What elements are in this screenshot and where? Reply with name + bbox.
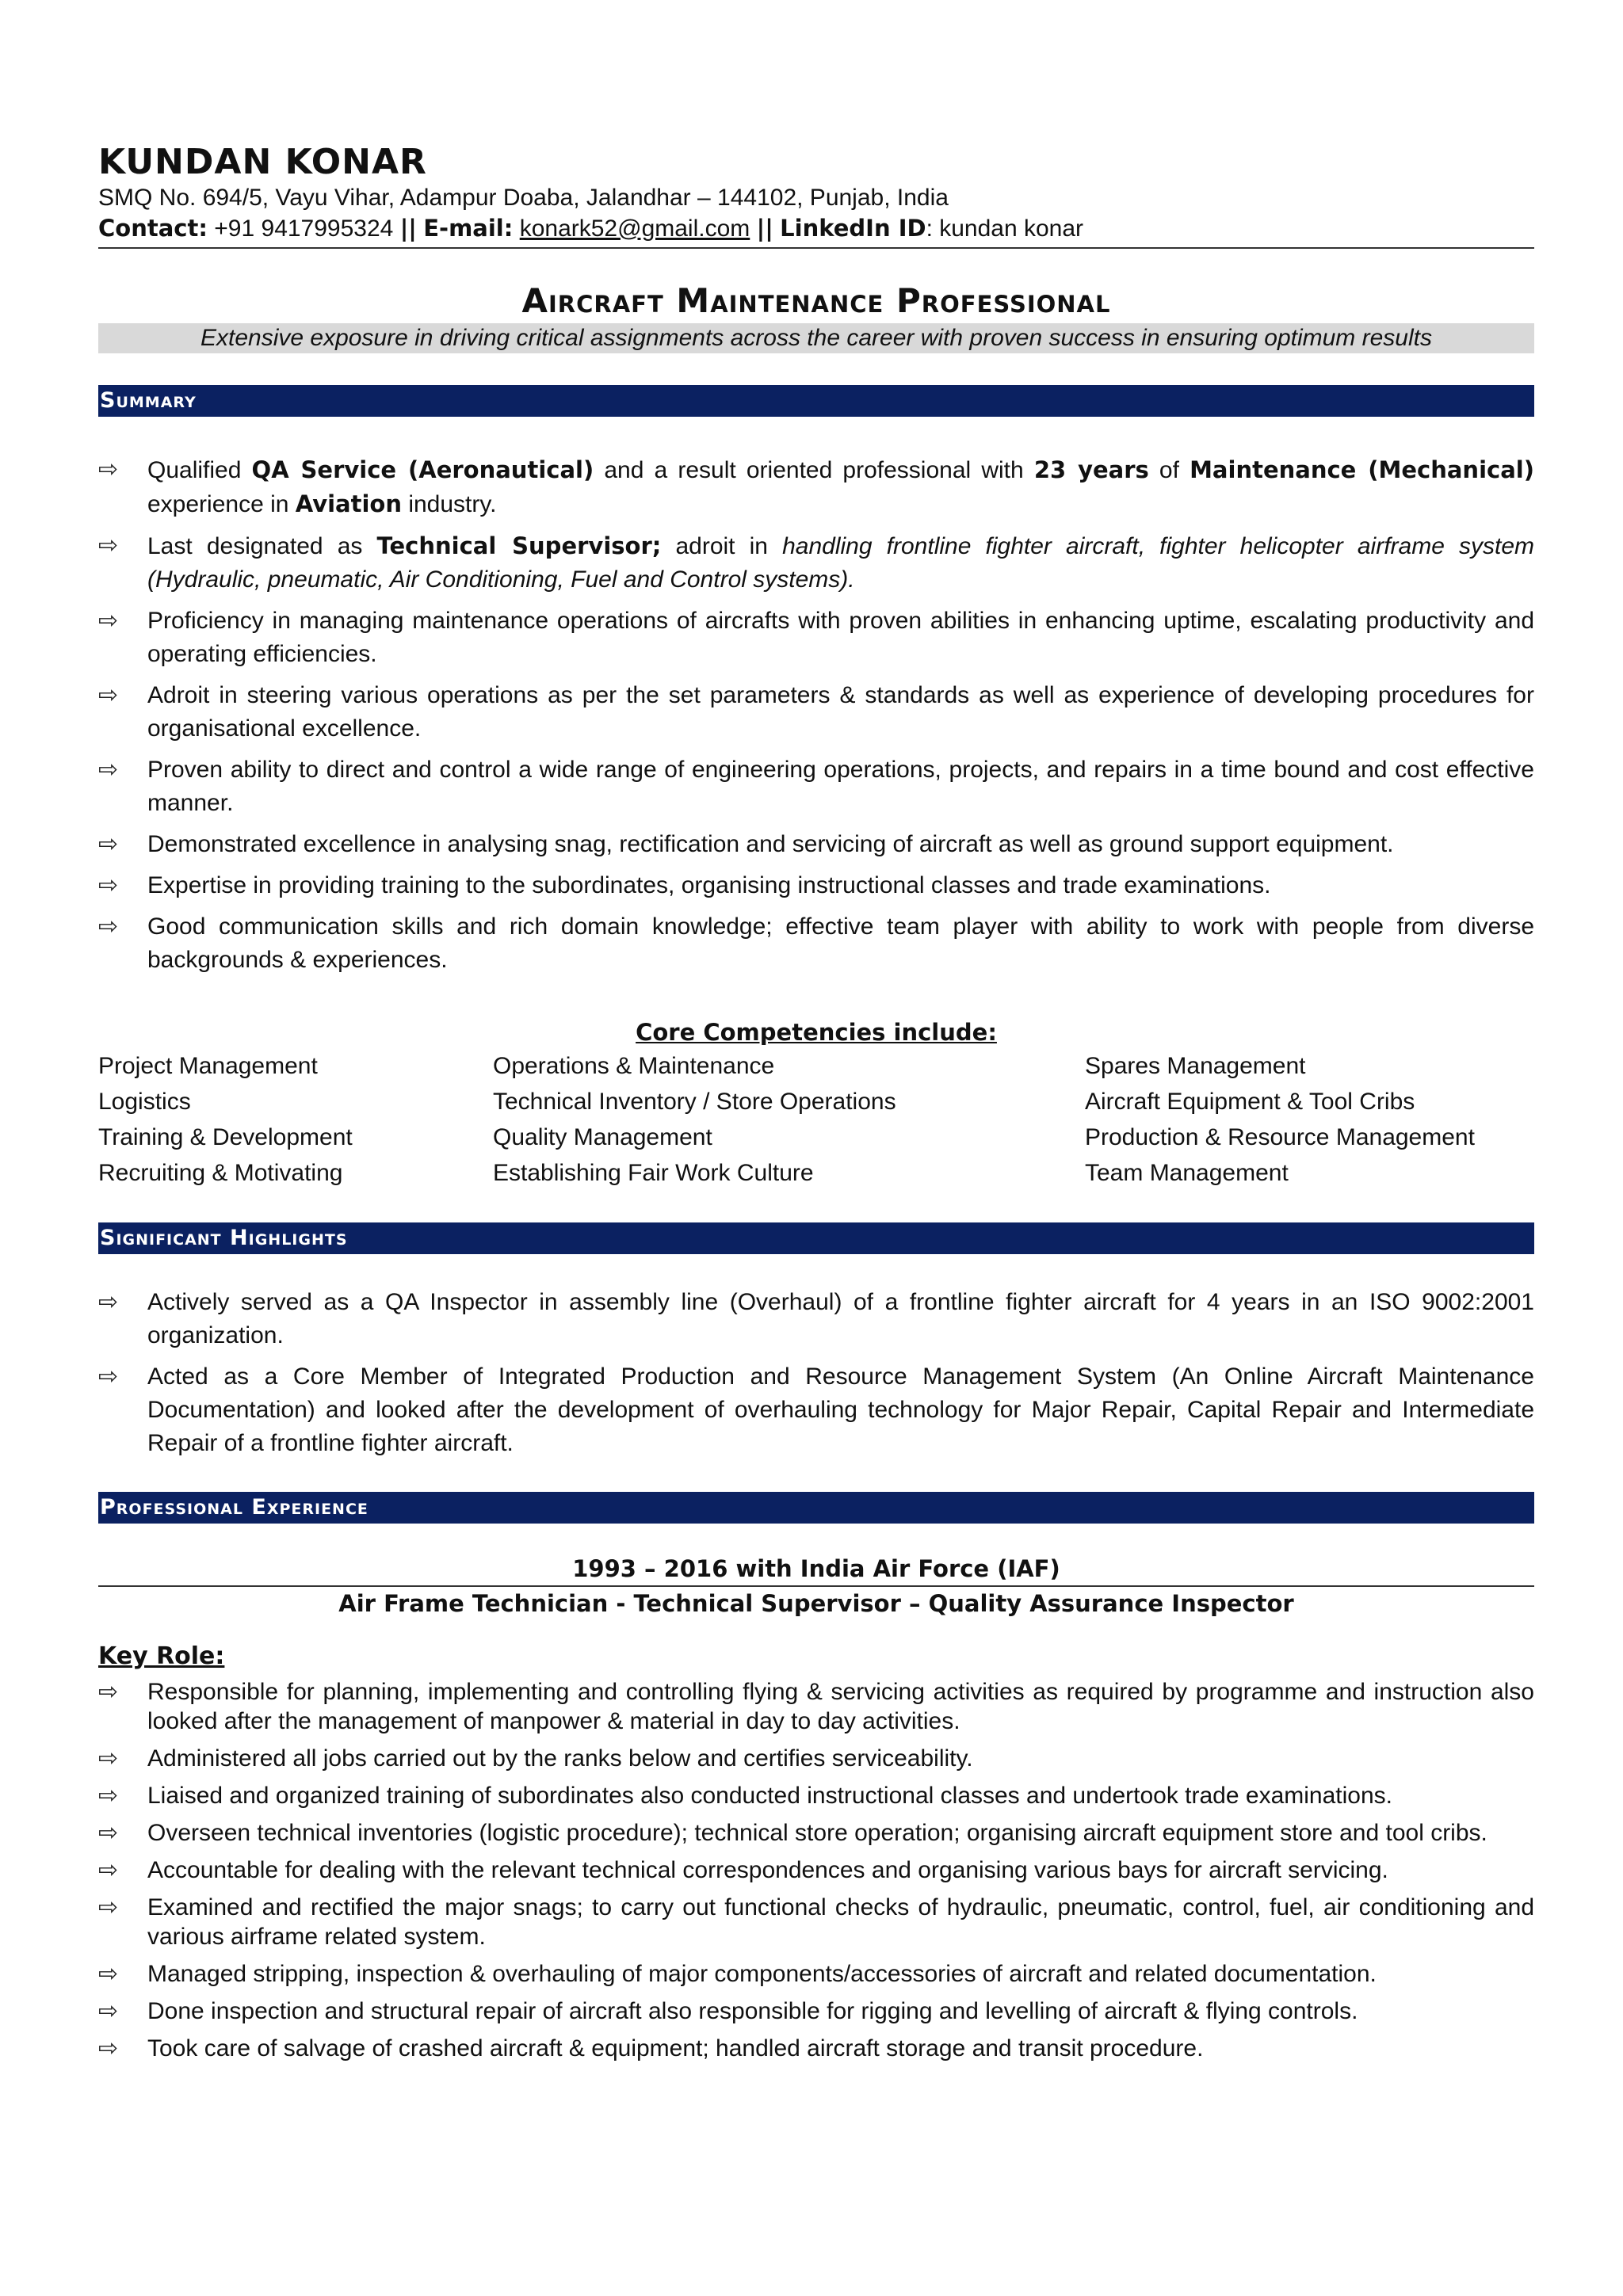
item-bold: 23 years (1033, 456, 1149, 483)
phone-number: +91 9417995324 (214, 215, 394, 242)
item-text: Administered all jobs carried out by the ranks below and certifies serviceability. (147, 1745, 973, 1772)
core-competencies-heading: Core Competencies include: (636, 1018, 997, 1046)
list-item (98, 1677, 1534, 1736)
item-text: of (1148, 456, 1190, 483)
list-item (98, 1360, 1534, 1460)
item-text: industry. (402, 490, 497, 517)
item-text: Demonstrated excellence in analysing snag, rectification and servicing of aircraft as well as ground support equipment. (147, 830, 1394, 857)
arrow-right-outline-icon: ⇨ (98, 1997, 119, 2025)
list-item (98, 869, 1534, 902)
arrow-right-outline-icon: ⇨ (98, 1362, 119, 1390)
arrow-right-outline-icon: ⇨ (98, 1287, 119, 1316)
arrow-right-outline-icon: ⇨ (98, 1677, 119, 1706)
list-item (98, 753, 1534, 820)
section-heading-experience: Professional Experience (98, 1492, 1534, 1524)
arrow-right-outline-icon: ⇨ (98, 531, 119, 559)
item-text: Adroit in steering various operations as per the set parameters & standards as well as experience of developing procedures for organisational excellence. (147, 681, 1534, 742)
separator: || (399, 214, 417, 242)
competency-item: Training & Development (98, 1123, 353, 1150)
item-text: Acted as a Core Member of Integrated Production and Resource Management System (An Online Aircraft Maintenance Documentation) and looked after the development of overhauling technology for Major Repair, Capital Repair and Intermediate Repair of a frontline fighter aircraft. (147, 1363, 1534, 1456)
item-text: Expertise in providing training to the subordinates, organising instructional classes and trade examinations. (147, 871, 1271, 898)
item-text: Good communication skills and rich domain knowledge; effective team player with ability to work with people from diverse backgrounds & experiences. (147, 913, 1534, 973)
section-heading-summary: Summary (98, 385, 1534, 417)
list-item (98, 605, 1534, 671)
list-item (98, 1959, 1534, 1989)
item-text: Last designated as (147, 532, 377, 559)
section-heading-highlights: Significant Highlights (98, 1222, 1534, 1254)
list-item (98, 1818, 1534, 1848)
experience-period: 1993 – 2016 with India Air Force (IAF) (572, 1554, 1060, 1582)
item-bold: Technical Supervisor; (376, 532, 662, 559)
item-text: experience in (147, 490, 296, 517)
arrow-right-outline-icon: ⇨ (98, 606, 119, 635)
arrow-right-outline-icon: ⇨ (98, 1781, 119, 1810)
competency-item: Logistics (98, 1088, 191, 1115)
list-item (98, 828, 1534, 861)
competency-item: Operations & Maintenance (493, 1052, 775, 1079)
item-text: Qualified (147, 456, 252, 483)
competency-item: Aircraft Equipment & Tool Cribs (1085, 1088, 1415, 1115)
arrow-right-outline-icon: ⇨ (98, 912, 119, 940)
linkedin-value: : kundan konar (926, 215, 1084, 242)
list-item (98, 1997, 1534, 2026)
arrow-right-outline-icon: ⇨ (98, 681, 119, 709)
competency-item: Recruiting & Motivating (98, 1159, 343, 1186)
item-bold: Aviation (295, 490, 402, 517)
arrow-right-outline-icon: ⇨ (98, 2034, 119, 2062)
resume-page (98, 143, 1534, 2071)
arrow-right-outline-icon: ⇨ (98, 830, 119, 858)
candidate-name: KUNDAN KONAR (98, 142, 427, 182)
list-item (98, 1744, 1534, 1773)
contact-line (98, 213, 1534, 244)
arrow-right-outline-icon: ⇨ (98, 1818, 119, 1847)
address-line: SMQ No. 694/5, Vayu Vihar, Adampur Doaba, Jalandhar – 144102, Punjab, India (98, 184, 949, 211)
competency-item: Production & Resource Management (1085, 1123, 1475, 1150)
item-text: adroit in (661, 532, 783, 559)
competency-item: Project Management (98, 1052, 318, 1079)
item-text: Accountable for dealing with the relevant technical correspondences and organising various bays for aircraft servicing. (147, 1856, 1388, 1883)
item-bold: QA Service (Aeronautical) (251, 456, 594, 483)
competency-item: Establishing Fair Work Culture (493, 1159, 814, 1186)
item-bold: Maintenance (Mechanical) (1190, 456, 1534, 483)
item-text: Overseen technical inventories (logistic procedure); technical store operation; organising aircraft equipment store and tool cribs. (147, 1819, 1487, 1846)
competency-item: Technical Inventory / Store Operations (493, 1088, 896, 1115)
item-text: Examined and rectified the major snags; to carry out functional checks of hydraulic, pneumatic, control, fuel, air conditioning and various airframe related system. (147, 1894, 1534, 1950)
email-link[interactable]: konark52@gmail.com (519, 215, 750, 242)
summary-list (98, 453, 1534, 977)
item-text: Proficiency in managing maintenance operations of aircrafts with proven abilities in enhancing uptime, escalating productivity and operating efficiencies. (147, 607, 1534, 667)
separator: || (756, 214, 773, 242)
header-divider (98, 247, 1534, 249)
email-label: E-mail: (423, 214, 514, 242)
arrow-right-outline-icon: ⇨ (98, 455, 119, 483)
item-text: Done inspection and structural repair of aircraft also responsible for rigging and levelling of aircraft & flying controls. (147, 1997, 1358, 2024)
item-italic: handling frontline fighter aircraft, fighter helicopter airframe system (Hydraulic, pneumatic, Air Conditioning, Fuel and Control systems). (147, 532, 1535, 593)
list-item (98, 1781, 1534, 1810)
competency-item: Team Management (1085, 1159, 1289, 1186)
item-text: Responsible for planning, implementing and controlling flying & servicing activities as required by programme and instruction also looked after the management of manpower & material in day to day activities. (147, 1678, 1534, 1734)
arrow-right-outline-icon: ⇨ (98, 1959, 119, 1988)
list-item (98, 2034, 1534, 2063)
key-role-label: Key Role: (98, 1642, 225, 1670)
item-text: Managed stripping, inspection & overhauling of major components/accessories of aircraft and related documentation. (147, 1960, 1377, 1987)
competency-item: Quality Management (493, 1123, 712, 1150)
list-item (98, 1286, 1534, 1352)
core-competencies-grid (98, 1048, 1534, 1191)
competency-column (98, 1048, 493, 1191)
list-item (98, 1855, 1534, 1885)
key-role-list (98, 1677, 1534, 2063)
item-text: and a result oriented professional with (594, 456, 1034, 483)
arrow-right-outline-icon: ⇨ (98, 1855, 119, 1884)
arrow-right-outline-icon: ⇨ (98, 1893, 119, 1921)
arrow-right-outline-icon: ⇨ (98, 871, 119, 899)
list-item (98, 529, 1534, 597)
arrow-right-outline-icon: ⇨ (98, 755, 119, 784)
tagline: Extensive exposure in driving critical assignments across the career with proven success in ensuring optimum results (98, 323, 1534, 353)
list-item (98, 1893, 1534, 1951)
arrow-right-outline-icon: ⇨ (98, 1744, 119, 1772)
item-text: Liaised and organized training of subordinates also conducted instructional classes and undertook trade examinations. (147, 1782, 1392, 1809)
contact-label: Contact: (98, 214, 208, 242)
item-text: Proven ability to direct and control a wide range of engineering operations, projects, and repairs in a time bound and cost effective manner. (147, 756, 1534, 816)
resume-header (98, 143, 1534, 249)
competency-column (1085, 1048, 1534, 1191)
resume-title: Aircraft Maintenance Professional (521, 280, 1111, 320)
list-item (98, 679, 1534, 746)
competency-column (493, 1048, 1085, 1191)
competency-item: Spares Management (1085, 1052, 1306, 1079)
linkedin-label: LinkedIn ID (780, 214, 926, 242)
highlights-list (98, 1286, 1534, 1460)
list-item (98, 910, 1534, 977)
item-text: Took care of salvage of crashed aircraft & equipment; handled aircraft storage and transit procedure. (147, 2035, 1204, 2061)
list-item (98, 453, 1534, 521)
item-text: Actively served as a QA Inspector in assembly line (Overhaul) of a frontline fighter aircraft for 4 years in an ISO 9002:2001 organization. (147, 1288, 1534, 1348)
experience-role: Air Frame Technician - Technical Supervisor – Quality Assurance Inspector (338, 1589, 1294, 1617)
